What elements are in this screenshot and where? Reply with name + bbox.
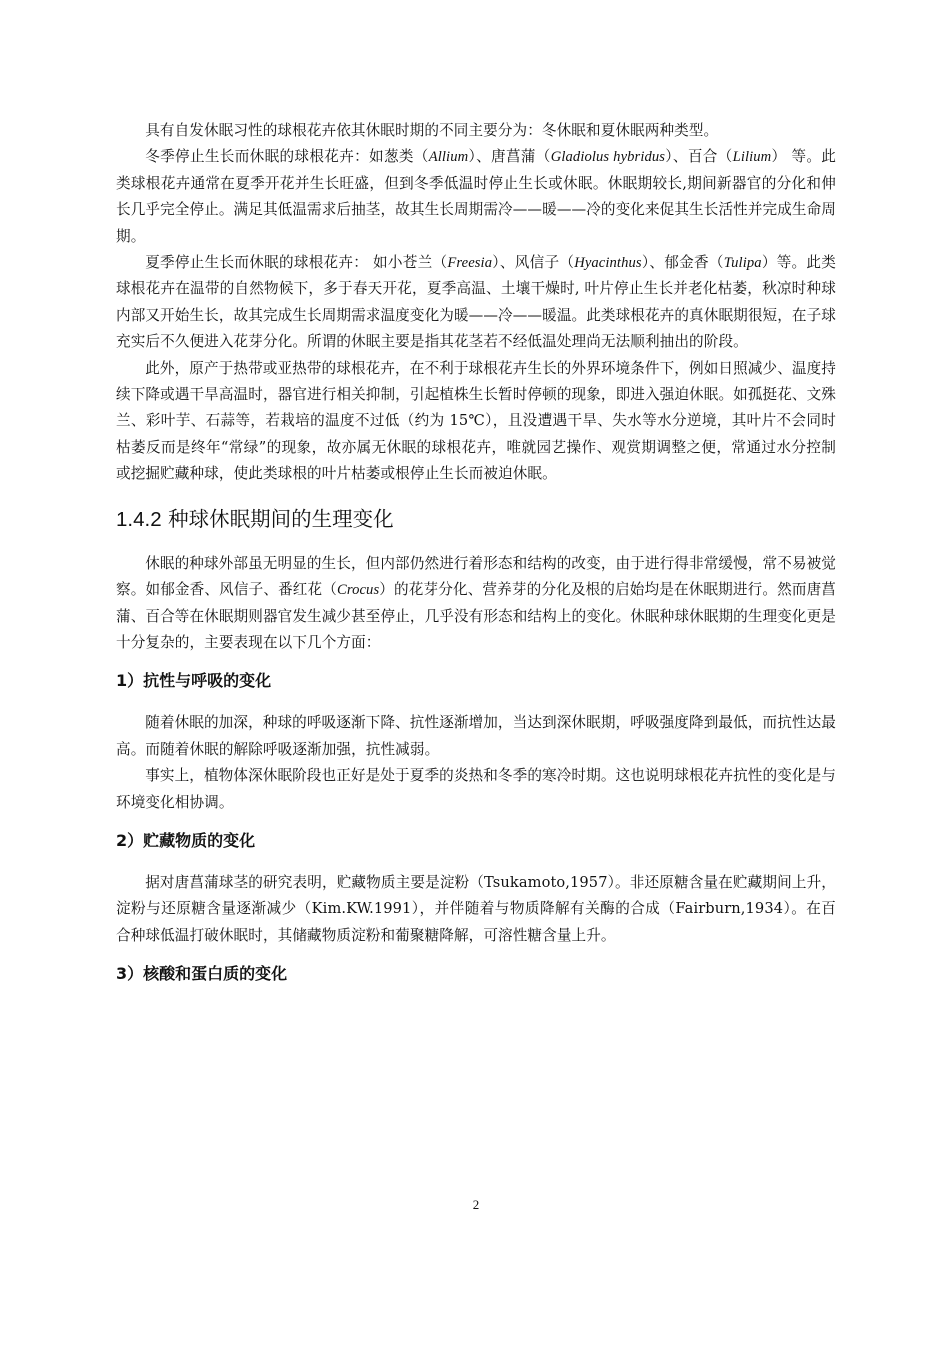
paragraph-respiration: 随着休眠的加深，种球的呼吸逐渐下降、抗性逐渐增加，当达到深休眠期，呼吸强度降到最低，而抗性达最高。而随着休眠的解除呼吸逐渐加强，抗性减弱。 <box>116 714 836 758</box>
subheading-resistance-respiration: 1）抗性与呼吸的变化 <box>116 671 272 691</box>
paragraph-storage-substances: 据对唐菖蒲球茎的研究表明，贮藏物质主要是淀粉（Tsukamoto,1957）。非还原糖含量在贮藏期间上升，淀粉与还原糖含量逐渐减少（Kim.KW.1991），并伴随着与物质降解有关酶的合成（Fairburn,1934）。在百合种球低温打破休眠时，其储藏物质淀粉和葡聚糖降解，可溶性糖含量上升。 <box>116 873 836 944</box>
paragraph-winter-dormancy: 冬季停止生长而休眠的球根花卉：如葱类（Allium）、唐菖蒲（Gladiolus hybridus）、百合（Lilium） 等。此类球根花卉通常在夏季开花并生长旺盛，但到冬季低温时停止生长或休眠。休眠期较长,期间新器官的分化和伸长几乎完全停止。满足其低温需求后抽茎，故其生长周期需冷——暖——冷的变化来促其生长活性并完成生命周期。 <box>116 148 836 245</box>
latin-name-gladiolus: Gladiolus hybridus <box>550 149 666 166</box>
paragraph-physiological-changes: 休眠的种球外部虽无明显的生长，但内部仍然进行着形态和结构的改变，由于进行得非常缓慢，常不易被觉察。如郁金香、风信子、番红花（Crocus）的花芽分化、营养芽的分化及根的启始均是在休眠期进行。然而唐菖蒲、百合等在休眠期则器官发生减少甚至停止，几乎没有形态和结构上的变化。休眠种球休眠期的生理变化更是十分复杂的，主要表现在以下几个方面： <box>116 554 836 651</box>
latin-name-lilium: Lilium <box>732 149 772 166</box>
page-number: 2 <box>472 1197 480 1212</box>
latin-name-hyacinthus: Hyacinthus <box>574 255 642 272</box>
latin-name-tulipa: Tulipa <box>723 255 762 272</box>
latin-name-freesia: Freesia <box>447 255 493 272</box>
paragraph-dormancy-types: 具有自发休眠习性的球根花卉依其休眠时期的不同主要分为：冬休眠和夏休眠两种类型。 <box>145 122 719 139</box>
section-title: 种球休眠期间的生理变化 <box>161 506 394 531</box>
section-heading <box>116 504 836 535</box>
paragraph-resistance-environment: 事实上，植物体深休眠阶段也正好是处于夏季的炎热和冬季的寒冷时期。这也说明球根花卉抗性的变化是与环境变化相协调。 <box>116 767 836 811</box>
subheading-nucleic-acid-protein: 3）核酸和蛋白质的变化 <box>116 964 288 984</box>
paragraph-forced-dormancy: 此外，原产于热带或亚热带的球根花卉，在不利于球根花卉生长的外界环境条件下，例如日照减少、温度持续下降或遇干旱高温时，器官进行相关抑制，引起植株生长暂时停顿的现象，即进入强迫休眠。如孤挺花、文殊兰、彩叶芋、石蒜等，若栽培的温度不过低（约为 15℃），且没遭遇干旱、失水等水分逆境，其叶片不会同时枯萎反而是终年“常绿”的现象，故亦属无休眠的球根花卉，唯就园艺操作、观赏期调整之便，常通过水分控制或挖掘贮藏种球，使此类球根的叶片枯萎或根停止生长而被迫休眠。 <box>116 359 836 483</box>
paragraph-summer-dormancy: 夏季停止生长而休眠的球根花卉： 如小苍兰（Freesia）、风信子（Hyacinthus）、郁金香（Tulipa）等。此类球根花卉在温带的自然物候下，多于春天开花，夏季高温、土壤干燥时, 叶片停止生长并老化枯萎，秋凉时种球内部又开始生长，故其完成生长周期需求温度变化为暖——冷——暖温。此类球根花卉的真休眠期很短，在子球充实后不久便进入花芽分化。所谓的休眠主要是指其花茎若不经低温处理尚无法顺利抽出的阶段。 <box>116 254 836 351</box>
section-number: 1.4.2 <box>116 507 162 531</box>
latin-name-crocus: Crocus <box>337 582 380 599</box>
subheading-storage-substances: 2）贮藏物质的变化 <box>116 830 256 850</box>
latin-name-allium: Allium <box>428 149 469 166</box>
page-body <box>116 118 836 1003</box>
